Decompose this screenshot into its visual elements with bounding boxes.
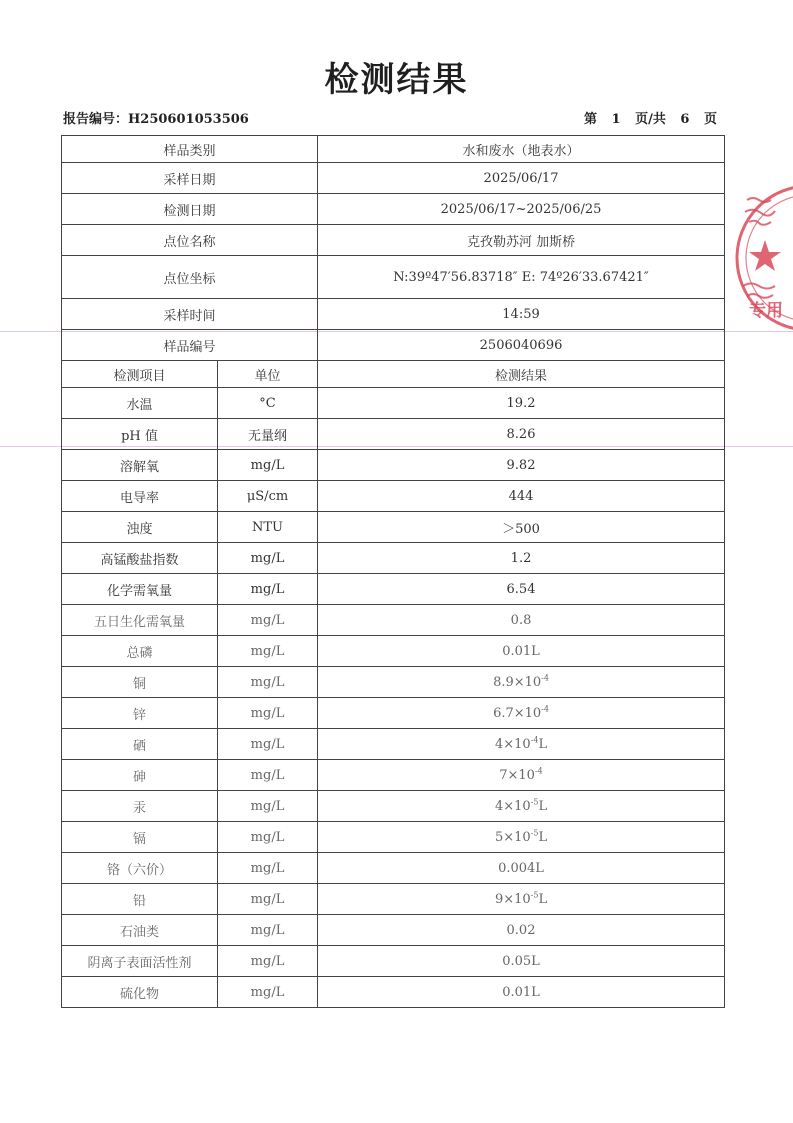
- value-base: 8.9×10: [493, 674, 542, 690]
- column-header-item: 检测项目: [62, 361, 218, 388]
- result-item: 石油类: [62, 915, 218, 946]
- result-item: 铅: [62, 884, 218, 915]
- result-value: ＞500: [318, 512, 725, 543]
- result-row: [62, 419, 725, 450]
- info-label: 点位名称: [62, 225, 318, 256]
- result-value: [318, 667, 725, 698]
- result-unit: mg/L: [218, 574, 318, 605]
- value-exponent: -5: [530, 828, 539, 838]
- result-unit: mg/L: [218, 667, 318, 698]
- info-row: [62, 299, 725, 330]
- result-unit: mg/L: [218, 884, 318, 915]
- official-seal: [735, 178, 793, 338]
- result-unit: 无量纲: [218, 419, 318, 450]
- value-exponent: -5: [530, 890, 539, 900]
- result-unit: mg/L: [218, 760, 318, 791]
- result-unit: mg/L: [218, 977, 318, 1008]
- info-value: 14:59: [318, 299, 725, 330]
- value-base: 5×10: [494, 829, 531, 845]
- info-value: 2025/06/17~2025/06/25: [318, 194, 725, 225]
- result-item: 浊度: [62, 512, 218, 543]
- result-item: 汞: [62, 791, 218, 822]
- result-row: [62, 636, 725, 667]
- result-unit: mg/L: [218, 791, 318, 822]
- value-base: 9×10: [494, 891, 531, 907]
- result-row: [62, 574, 725, 605]
- report-number-label: 报告编号：: [63, 112, 129, 127]
- result-row: [62, 388, 725, 419]
- seal-text: 专用: [749, 301, 783, 321]
- page-total: 6: [680, 112, 690, 127]
- results-header-row: [62, 361, 725, 388]
- result-item: 水温: [62, 388, 218, 419]
- value-base: 4×10: [494, 736, 531, 752]
- page-prefix: 第: [584, 112, 598, 127]
- value-suffix: L: [538, 829, 548, 845]
- info-row: [62, 194, 725, 225]
- column-header-unit: 单位: [218, 361, 318, 388]
- result-value: [318, 760, 725, 791]
- result-unit: mg/L: [218, 543, 318, 574]
- result-unit: mg/L: [218, 450, 318, 481]
- value-exponent: -4: [530, 735, 539, 745]
- result-value: 0.01L: [318, 636, 725, 667]
- info-label: 点位坐标: [62, 256, 318, 299]
- info-label: 检测日期: [62, 194, 318, 225]
- value-exponent: -4: [541, 673, 549, 683]
- result-value: 1.2: [318, 543, 725, 574]
- result-unit: mg/L: [218, 698, 318, 729]
- result-item: 镉: [62, 822, 218, 853]
- report-number: [63, 108, 249, 127]
- result-value: 0.05L: [318, 946, 725, 977]
- result-item: 阴离子表面活性剂: [62, 946, 218, 977]
- result-value: [318, 698, 725, 729]
- info-row: [62, 330, 725, 361]
- result-item: 总磷: [62, 636, 218, 667]
- result-value: 444: [318, 481, 725, 512]
- result-item: 五日生化需氧量: [62, 605, 218, 636]
- result-unit: mg/L: [218, 853, 318, 884]
- result-item: 电导率: [62, 481, 218, 512]
- result-item: 高锰酸盐指数: [62, 543, 218, 574]
- value-base: 6.7×10: [493, 705, 542, 721]
- result-row: [62, 729, 725, 760]
- result-item: 铬（六价）: [62, 853, 218, 884]
- result-row: [62, 512, 725, 543]
- result-item: 硒: [62, 729, 218, 760]
- result-unit: NTU: [218, 512, 318, 543]
- result-item: 硫化物: [62, 977, 218, 1008]
- info-value: N:39º47′56.83718″ E: 74º26′33.67421″: [318, 256, 725, 299]
- result-value: 19.2: [318, 388, 725, 419]
- info-row: [62, 225, 725, 256]
- info-label: 样品编号: [62, 330, 318, 361]
- result-row: [62, 977, 725, 1008]
- result-value: 0.8: [318, 605, 725, 636]
- result-unit: μS/cm: [218, 481, 318, 512]
- result-row: [62, 760, 725, 791]
- result-value: 8.26: [318, 419, 725, 450]
- page-suffix: 页: [703, 112, 717, 127]
- result-table: [61, 135, 725, 1008]
- info-value: 水和废水（地表水）: [318, 136, 725, 163]
- result-value: 6.54: [318, 574, 725, 605]
- result-item: 化学需氧量: [62, 574, 218, 605]
- result-row: [62, 698, 725, 729]
- page-current: 1: [611, 112, 621, 127]
- info-value: 2025/06/17: [318, 163, 725, 194]
- page-indicator: [584, 108, 717, 127]
- result-row: [62, 605, 725, 636]
- info-row: [62, 163, 725, 194]
- result-row: [62, 915, 725, 946]
- result-row: [62, 481, 725, 512]
- info-label: 采样日期: [62, 163, 318, 194]
- result-unit: mg/L: [218, 636, 318, 667]
- value-exponent: -4: [541, 704, 549, 714]
- page-sep: 页/共: [635, 112, 666, 127]
- result-value: 0.01L: [318, 977, 725, 1008]
- info-label: 样品类别: [62, 136, 318, 163]
- value-base: 4×10: [494, 798, 531, 814]
- results-section: [62, 361, 725, 1008]
- info-value: 克孜勒苏河 加斯桥: [318, 225, 725, 256]
- result-item: 溶解氧: [62, 450, 218, 481]
- value-exponent: -5: [530, 797, 539, 807]
- info-value: 2506040696: [318, 330, 725, 361]
- info-label: 采样时间: [62, 299, 318, 330]
- result-value: 9.82: [318, 450, 725, 481]
- value-suffix: L: [538, 798, 548, 814]
- page-title: 检测结果: [324, 60, 469, 100]
- result-value: [318, 822, 725, 853]
- result-row: [62, 450, 725, 481]
- result-row: [62, 822, 725, 853]
- result-unit: mg/L: [218, 605, 318, 636]
- result-unit: mg/L: [218, 729, 318, 760]
- info-row: [62, 136, 725, 163]
- info-row: [62, 256, 725, 299]
- value-suffix: L: [538, 891, 548, 907]
- result-row: [62, 946, 725, 977]
- result-item: pH 值: [62, 419, 218, 450]
- result-item: 铜: [62, 667, 218, 698]
- result-item: 锌: [62, 698, 218, 729]
- report-number-value: H250601053506: [128, 112, 249, 127]
- result-value: 0.02: [318, 915, 725, 946]
- result-row: [62, 884, 725, 915]
- result-unit: mg/L: [218, 822, 318, 853]
- result-unit: mg/L: [218, 915, 318, 946]
- result-row: [62, 667, 725, 698]
- value-base: 7×10: [499, 767, 535, 783]
- value-exponent: -4: [534, 766, 543, 776]
- result-value: [318, 791, 725, 822]
- result-unit: mg/L: [218, 946, 318, 977]
- result-value: [318, 729, 725, 760]
- result-value: [318, 884, 725, 915]
- result-row: [62, 543, 725, 574]
- result-unit: °C: [218, 388, 318, 419]
- value-suffix: L: [538, 736, 548, 752]
- result-value: 0.004L: [318, 853, 725, 884]
- result-row: [62, 791, 725, 822]
- result-row: [62, 853, 725, 884]
- result-item: 砷: [62, 760, 218, 791]
- column-header-result: 检测结果: [318, 361, 725, 388]
- sample-info-section: [62, 136, 725, 361]
